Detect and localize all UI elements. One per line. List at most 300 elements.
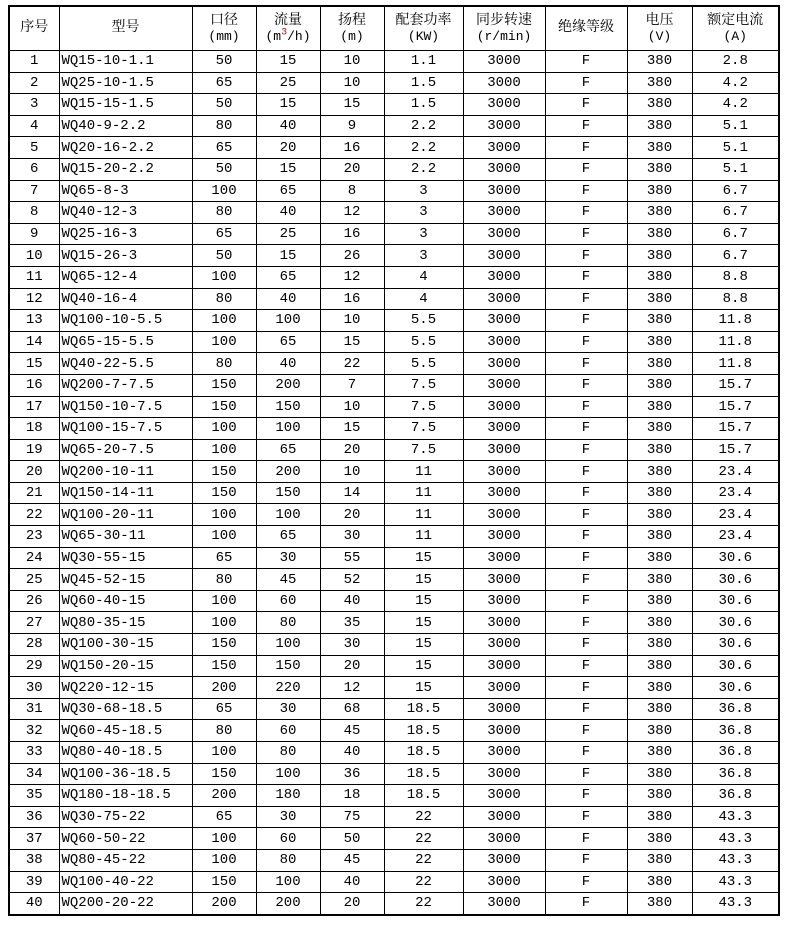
col-label: 序号 <box>20 20 49 37</box>
cell-power: 18.5 <box>384 785 463 807</box>
cell-diameter: 200 <box>192 893 256 915</box>
cell-flow: 100 <box>256 310 320 332</box>
cell-speed: 3000 <box>463 94 545 116</box>
cell-model: WQ180-18-18.5 <box>59 785 192 807</box>
cell-serial: 23 <box>9 526 59 548</box>
cell-current: 15.7 <box>692 374 779 396</box>
table-row <box>9 785 779 807</box>
cell-diameter: 150 <box>192 655 256 677</box>
cell-model: WQ150-20-15 <box>59 655 192 677</box>
cell-diameter: 100 <box>192 310 256 332</box>
cell-speed: 3000 <box>463 461 545 483</box>
cell-diameter: 100 <box>192 742 256 764</box>
col-header-diameter <box>192 6 256 51</box>
cell-head: 9 <box>320 115 384 137</box>
cell-speed: 3000 <box>463 353 545 375</box>
cell-current: 30.6 <box>692 612 779 634</box>
cell-power: 5.5 <box>384 331 463 353</box>
cell-head: 10 <box>320 310 384 332</box>
cell-serial: 34 <box>9 763 59 785</box>
cell-power: 4 <box>384 288 463 310</box>
cell-speed: 3000 <box>463 720 545 742</box>
col-unit: (mm) <box>208 29 240 45</box>
cell-head: 12 <box>320 677 384 699</box>
cell-speed: 3000 <box>463 439 545 461</box>
cell-insulation: F <box>545 374 627 396</box>
cell-flow: 65 <box>256 266 320 288</box>
table-row <box>9 526 779 548</box>
cell-diameter: 65 <box>192 137 256 159</box>
cell-voltage: 380 <box>627 374 692 396</box>
col-header-speed <box>463 6 545 51</box>
table-row <box>9 828 779 850</box>
cell-flow: 40 <box>256 288 320 310</box>
cell-insulation: F <box>545 655 627 677</box>
cell-current: 5.1 <box>692 137 779 159</box>
flow-unit-prefix: (m <box>265 29 282 45</box>
cell-serial: 40 <box>9 893 59 915</box>
col-label: 额定电流 <box>707 13 764 30</box>
cell-flow: 25 <box>256 223 320 245</box>
cell-current: 11.8 <box>692 310 779 332</box>
cell-voltage: 380 <box>627 158 692 180</box>
cell-diameter: 150 <box>192 396 256 418</box>
cell-power: 5.5 <box>384 310 463 332</box>
header-row <box>9 6 779 51</box>
cell-insulation: F <box>545 871 627 893</box>
cell-diameter: 65 <box>192 698 256 720</box>
cell-voltage: 380 <box>627 72 692 94</box>
cell-diameter: 65 <box>192 72 256 94</box>
cell-model: WQ15-15-1.5 <box>59 94 192 116</box>
cell-speed: 3000 <box>463 374 545 396</box>
cell-current: 43.3 <box>692 893 779 915</box>
cell-serial: 13 <box>9 310 59 332</box>
cell-head: 52 <box>320 569 384 591</box>
col-header-model <box>59 6 192 51</box>
cell-voltage: 380 <box>627 526 692 548</box>
cell-power: 15 <box>384 655 463 677</box>
cell-current: 36.8 <box>692 785 779 807</box>
cell-head: 20 <box>320 158 384 180</box>
cell-diameter: 100 <box>192 849 256 871</box>
cell-power: 1.5 <box>384 94 463 116</box>
cell-current: 6.7 <box>692 180 779 202</box>
cell-speed: 3000 <box>463 806 545 828</box>
cell-serial: 7 <box>9 180 59 202</box>
table-row <box>9 158 779 180</box>
cell-speed: 3000 <box>463 828 545 850</box>
cell-speed: 3000 <box>463 698 545 720</box>
cell-head: 40 <box>320 590 384 612</box>
cell-voltage: 380 <box>627 245 692 267</box>
cell-head: 20 <box>320 504 384 526</box>
col-unit: (KW) <box>407 29 440 45</box>
cell-model: WQ200-10-11 <box>59 461 192 483</box>
cell-power: 7.5 <box>384 396 463 418</box>
cell-insulation: F <box>545 504 627 526</box>
cell-head: 50 <box>320 828 384 850</box>
cell-head: 8 <box>320 180 384 202</box>
cell-flow: 40 <box>256 115 320 137</box>
cell-current: 8.8 <box>692 288 779 310</box>
cell-diameter: 150 <box>192 461 256 483</box>
cell-flow: 100 <box>256 504 320 526</box>
cell-power: 22 <box>384 871 463 893</box>
cell-speed: 3000 <box>463 245 545 267</box>
cell-flow: 200 <box>256 461 320 483</box>
cell-power: 18.5 <box>384 720 463 742</box>
cell-flow: 20 <box>256 137 320 159</box>
col-unit: (r/min) <box>476 29 532 45</box>
table-header <box>9 6 779 51</box>
cell-insulation: F <box>545 331 627 353</box>
cell-current: 4.2 <box>692 72 779 94</box>
cell-voltage: 380 <box>627 223 692 245</box>
cell-insulation: F <box>545 461 627 483</box>
table-row <box>9 655 779 677</box>
table-row <box>9 51 779 73</box>
cell-speed: 3000 <box>463 266 545 288</box>
cell-power: 15 <box>384 590 463 612</box>
col-label: 同步转速 <box>476 13 532 30</box>
cell-voltage: 380 <box>627 742 692 764</box>
col-label: 配套功率 <box>395 13 452 30</box>
col-header-head <box>320 6 384 51</box>
cell-power: 4 <box>384 266 463 288</box>
cell-voltage: 380 <box>627 590 692 612</box>
cell-flow: 40 <box>256 202 320 224</box>
cell-serial: 11 <box>9 266 59 288</box>
cell-serial: 17 <box>9 396 59 418</box>
table-row <box>9 547 779 569</box>
cell-current: 36.8 <box>692 742 779 764</box>
col-unit: (A) <box>723 29 747 45</box>
cell-current: 23.4 <box>692 504 779 526</box>
cell-speed: 3000 <box>463 331 545 353</box>
cell-insulation: F <box>545 94 627 116</box>
table-row <box>9 806 779 828</box>
col-header-serial <box>9 6 59 51</box>
pump-spec-table <box>8 5 780 916</box>
cell-head: 10 <box>320 72 384 94</box>
cell-diameter: 100 <box>192 418 256 440</box>
cell-speed: 3000 <box>463 504 545 526</box>
cell-speed: 3000 <box>463 482 545 504</box>
table-row <box>9 677 779 699</box>
cell-power: 3 <box>384 202 463 224</box>
cell-serial: 27 <box>9 612 59 634</box>
cell-insulation: F <box>545 698 627 720</box>
cell-flow: 150 <box>256 482 320 504</box>
table-row <box>9 310 779 332</box>
cell-current: 30.6 <box>692 547 779 569</box>
cell-model: WQ45-52-15 <box>59 569 192 591</box>
col-label: 流量 <box>274 13 302 30</box>
cell-voltage: 380 <box>627 547 692 569</box>
cell-voltage: 380 <box>627 612 692 634</box>
cell-head: 40 <box>320 871 384 893</box>
cell-diameter: 150 <box>192 482 256 504</box>
cell-model: WQ100-40-22 <box>59 871 192 893</box>
col-unit <box>257 30 320 44</box>
cell-flow: 80 <box>256 612 320 634</box>
cell-speed: 3000 <box>463 223 545 245</box>
col-label: 扬程 <box>338 13 366 30</box>
cell-diameter: 150 <box>192 634 256 656</box>
cell-diameter: 100 <box>192 331 256 353</box>
cell-current: 30.6 <box>692 569 779 591</box>
cell-model: WQ60-50-22 <box>59 828 192 850</box>
cell-voltage: 380 <box>627 137 692 159</box>
cell-head: 20 <box>320 893 384 915</box>
cell-insulation: F <box>545 849 627 871</box>
cell-voltage: 380 <box>627 504 692 526</box>
table-row <box>9 439 779 461</box>
cell-insulation: F <box>545 418 627 440</box>
cell-diameter: 80 <box>192 202 256 224</box>
cell-voltage: 380 <box>627 439 692 461</box>
table-row <box>9 418 779 440</box>
cell-diameter: 150 <box>192 871 256 893</box>
cell-serial: 21 <box>9 482 59 504</box>
cell-insulation: F <box>545 893 627 915</box>
cell-voltage: 380 <box>627 94 692 116</box>
cell-insulation: F <box>545 51 627 73</box>
cell-current: 43.3 <box>692 849 779 871</box>
cell-model: WQ30-68-18.5 <box>59 698 192 720</box>
cell-insulation: F <box>545 763 627 785</box>
cell-model: WQ60-40-15 <box>59 590 192 612</box>
col-header-power <box>384 6 463 51</box>
table-row <box>9 353 779 375</box>
cell-insulation: F <box>545 439 627 461</box>
table-row <box>9 720 779 742</box>
cell-insulation: F <box>545 137 627 159</box>
cell-model: WQ65-15-5.5 <box>59 331 192 353</box>
cell-current: 15.7 <box>692 396 779 418</box>
cell-serial: 26 <box>9 590 59 612</box>
table-row <box>9 202 779 224</box>
cell-head: 26 <box>320 245 384 267</box>
cell-model: WQ40-16-4 <box>59 288 192 310</box>
cell-current: 43.3 <box>692 871 779 893</box>
cell-model: WQ15-26-3 <box>59 245 192 267</box>
cell-insulation: F <box>545 288 627 310</box>
cell-current: 43.3 <box>692 806 779 828</box>
cell-head: 15 <box>320 331 384 353</box>
cell-flow: 30 <box>256 806 320 828</box>
cell-model: WQ30-75-22 <box>59 806 192 828</box>
cell-head: 68 <box>320 698 384 720</box>
cell-power: 22 <box>384 806 463 828</box>
cell-insulation: F <box>545 310 627 332</box>
cell-flow: 15 <box>256 158 320 180</box>
cell-serial: 14 <box>9 331 59 353</box>
cell-flow: 220 <box>256 677 320 699</box>
cell-current: 6.7 <box>692 202 779 224</box>
table-row <box>9 742 779 764</box>
cell-power: 22 <box>384 893 463 915</box>
cell-head: 20 <box>320 655 384 677</box>
cell-insulation: F <box>545 526 627 548</box>
cell-flow: 60 <box>256 590 320 612</box>
cell-head: 40 <box>320 742 384 764</box>
cell-model: WQ65-20-7.5 <box>59 439 192 461</box>
table-row <box>9 245 779 267</box>
cell-voltage: 380 <box>627 785 692 807</box>
cell-insulation: F <box>545 785 627 807</box>
cell-serial: 39 <box>9 871 59 893</box>
cell-diameter: 50 <box>192 51 256 73</box>
cell-current: 8.8 <box>692 266 779 288</box>
cell-current: 23.4 <box>692 482 779 504</box>
cell-model: WQ15-10-1.1 <box>59 51 192 73</box>
cell-power: 11 <box>384 526 463 548</box>
cell-current: 36.8 <box>692 698 779 720</box>
cell-voltage: 380 <box>627 331 692 353</box>
table-row <box>9 849 779 871</box>
cell-speed: 3000 <box>463 742 545 764</box>
cell-flow: 200 <box>256 893 320 915</box>
cell-model: WQ60-45-18.5 <box>59 720 192 742</box>
table-row <box>9 461 779 483</box>
cell-model: WQ25-16-3 <box>59 223 192 245</box>
cell-model: WQ30-55-15 <box>59 547 192 569</box>
cell-voltage: 380 <box>627 655 692 677</box>
cell-flow: 60 <box>256 720 320 742</box>
cell-speed: 3000 <box>463 655 545 677</box>
cell-speed: 3000 <box>463 51 545 73</box>
cell-diameter: 50 <box>192 94 256 116</box>
cell-head: 14 <box>320 482 384 504</box>
table-row <box>9 94 779 116</box>
cell-diameter: 200 <box>192 785 256 807</box>
cell-speed: 3000 <box>463 871 545 893</box>
cell-diameter: 100 <box>192 612 256 634</box>
table-row <box>9 763 779 785</box>
cell-current: 30.6 <box>692 655 779 677</box>
cell-head: 30 <box>320 634 384 656</box>
cell-model: WQ220-12-15 <box>59 677 192 699</box>
cell-speed: 3000 <box>463 418 545 440</box>
cell-insulation: F <box>545 612 627 634</box>
cell-flow: 60 <box>256 828 320 850</box>
cell-head: 35 <box>320 612 384 634</box>
cell-insulation: F <box>545 180 627 202</box>
table-row <box>9 634 779 656</box>
cell-current: 43.3 <box>692 828 779 850</box>
cell-serial: 1 <box>9 51 59 73</box>
cell-voltage: 380 <box>627 806 692 828</box>
cell-model: WQ100-36-18.5 <box>59 763 192 785</box>
cell-speed: 3000 <box>463 288 545 310</box>
cell-flow: 30 <box>256 698 320 720</box>
cell-diameter: 200 <box>192 677 256 699</box>
cell-serial: 3 <box>9 94 59 116</box>
cell-power: 2.2 <box>384 137 463 159</box>
cell-diameter: 100 <box>192 504 256 526</box>
cell-insulation: F <box>545 482 627 504</box>
cell-insulation: F <box>545 677 627 699</box>
cell-serial: 32 <box>9 720 59 742</box>
cell-current: 5.1 <box>692 158 779 180</box>
cell-voltage: 380 <box>627 115 692 137</box>
cell-serial: 25 <box>9 569 59 591</box>
cell-power: 3 <box>384 180 463 202</box>
cell-model: WQ40-22-5.5 <box>59 353 192 375</box>
cell-insulation: F <box>545 396 627 418</box>
cell-head: 22 <box>320 353 384 375</box>
table-row <box>9 893 779 915</box>
cell-serial: 16 <box>9 374 59 396</box>
cell-current: 11.8 <box>692 331 779 353</box>
cell-insulation: F <box>545 72 627 94</box>
cell-diameter: 80 <box>192 288 256 310</box>
cell-power: 15 <box>384 677 463 699</box>
cell-voltage: 380 <box>627 202 692 224</box>
cell-flow: 180 <box>256 785 320 807</box>
cell-insulation: F <box>545 590 627 612</box>
cell-flow: 15 <box>256 94 320 116</box>
cell-flow: 15 <box>256 51 320 73</box>
cell-diameter: 50 <box>192 245 256 267</box>
cell-power: 22 <box>384 849 463 871</box>
cell-serial: 5 <box>9 137 59 159</box>
cell-flow: 15 <box>256 245 320 267</box>
table-row <box>9 482 779 504</box>
cell-current: 30.6 <box>692 590 779 612</box>
cell-flow: 150 <box>256 396 320 418</box>
cell-diameter: 80 <box>192 353 256 375</box>
cell-insulation: F <box>545 720 627 742</box>
cell-current: 6.7 <box>692 223 779 245</box>
cell-voltage: 380 <box>627 871 692 893</box>
cell-voltage: 380 <box>627 482 692 504</box>
cell-flow: 40 <box>256 353 320 375</box>
cell-insulation: F <box>545 202 627 224</box>
cell-current: 5.1 <box>692 115 779 137</box>
cell-speed: 3000 <box>463 202 545 224</box>
cell-flow: 65 <box>256 439 320 461</box>
cell-serial: 12 <box>9 288 59 310</box>
cell-model: WQ100-15-7.5 <box>59 418 192 440</box>
cell-speed: 3000 <box>463 590 545 612</box>
cell-diameter: 100 <box>192 180 256 202</box>
cell-power: 1.5 <box>384 72 463 94</box>
cell-insulation: F <box>545 569 627 591</box>
cell-model: WQ150-10-7.5 <box>59 396 192 418</box>
cell-voltage: 380 <box>627 828 692 850</box>
cell-serial: 4 <box>9 115 59 137</box>
cell-speed: 3000 <box>463 785 545 807</box>
cell-serial: 24 <box>9 547 59 569</box>
cell-head: 30 <box>320 526 384 548</box>
cell-flow: 80 <box>256 742 320 764</box>
cell-power: 3 <box>384 245 463 267</box>
cell-head: 16 <box>320 288 384 310</box>
cell-voltage: 380 <box>627 893 692 915</box>
cell-speed: 3000 <box>463 115 545 137</box>
cell-voltage: 380 <box>627 310 692 332</box>
cell-head: 10 <box>320 461 384 483</box>
table-row <box>9 504 779 526</box>
cell-serial: 22 <box>9 504 59 526</box>
cell-diameter: 50 <box>192 158 256 180</box>
cell-head: 15 <box>320 418 384 440</box>
cell-speed: 3000 <box>463 893 545 915</box>
cell-diameter: 65 <box>192 806 256 828</box>
